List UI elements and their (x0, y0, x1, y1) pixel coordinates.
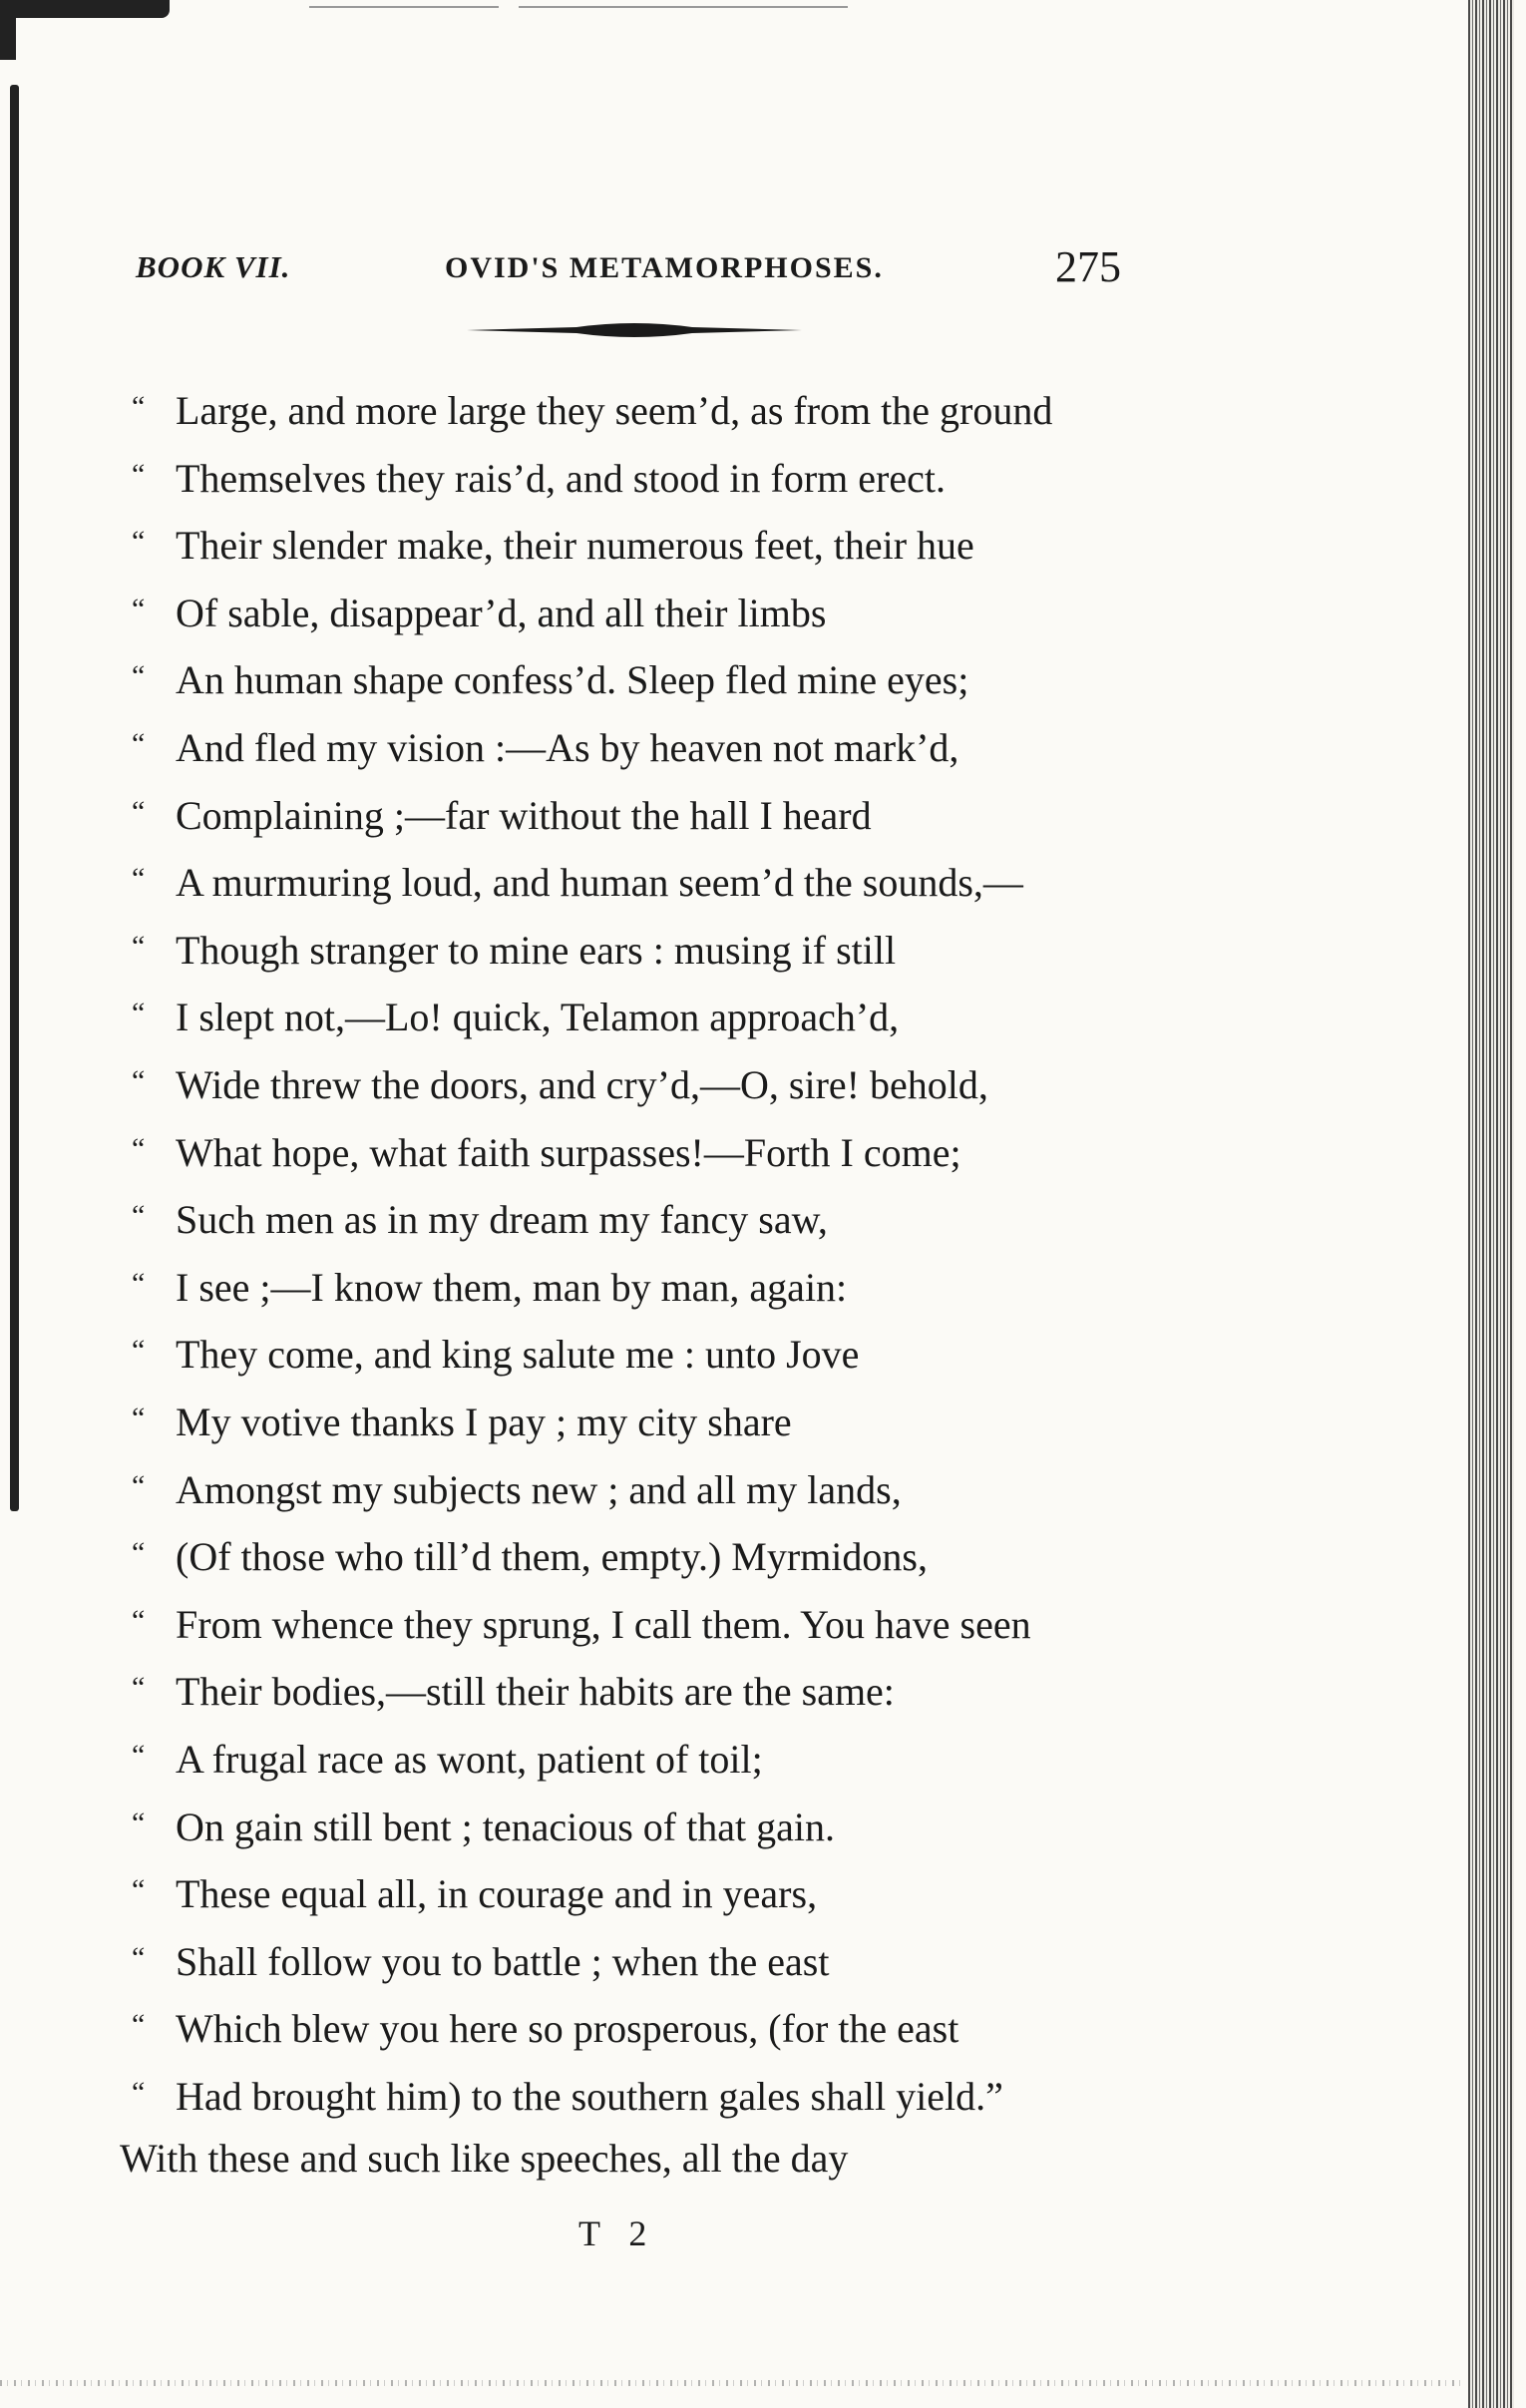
verse-line (132, 2006, 959, 2051)
quote-mark: “ (132, 1941, 146, 1974)
page-number: 275 (1055, 242, 1121, 291)
quote-mark: “ (132, 1739, 146, 1772)
verse-line (132, 1062, 988, 1107)
verse-line (132, 523, 974, 568)
quote-mark: “ (132, 862, 146, 895)
quote-mark: “ (132, 727, 146, 760)
quote-mark: “ (132, 795, 146, 828)
quote-mark: “ (132, 458, 146, 491)
quote-mark: “ (132, 1064, 146, 1097)
verse-line-text: Which blew you here so prosperous, (for the east (176, 2006, 959, 2051)
header-book: BOOK VII. (136, 249, 291, 284)
verse-line-text: My votive thanks I pay ; my city share (176, 1400, 792, 1444)
verse-line-text: They come, and king salute me : unto Jove (176, 1332, 860, 1377)
verse-line-text: Large, and more large they seem’d, as from the ground (176, 388, 1053, 433)
quote-mark: “ (132, 1267, 146, 1300)
verse-line (132, 1669, 895, 1714)
verse-line-text: (Of those who till’d them, empty.) Myrmidons, (176, 1534, 928, 1579)
header-title: OVID'S METAMORPHOSES. (445, 251, 884, 284)
verse-line (132, 1871, 818, 1916)
verse-line-text: And fled my vision :—As by heaven not mark’d, (176, 725, 959, 770)
verse-line (132, 456, 946, 501)
header-ornament-rule (467, 319, 802, 341)
verse-line (132, 1197, 828, 1242)
quote-mark: “ (132, 1334, 146, 1367)
verse-line-text: Such men as in my dream my fancy saw, (176, 1197, 828, 1242)
quote-mark: “ (132, 1536, 146, 1569)
verse-line-text: I see ;—I know them, man by man, again: (176, 1265, 848, 1310)
quote-mark: “ (132, 930, 146, 963)
scan-corner-mark-drop (0, 0, 16, 60)
verse-line-text: These equal all, in courage and in years, (176, 1871, 818, 1916)
verse-line-text: Had brought him) to the southern gales shall yield.” (176, 2074, 1003, 2119)
quote-mark: “ (132, 2008, 146, 2041)
verse-line-text: Though stranger to mine ears : musing if still (176, 928, 897, 973)
verse-line-text: I slept not,—Lo! quick, Telamon approach’d, (176, 995, 900, 1039)
verse-line (132, 591, 827, 635)
verse-final-line: With these and such like speeches, all the day (120, 2136, 849, 2181)
book-binding-edge (1468, 0, 1514, 2408)
verse-line (132, 1939, 830, 1984)
verse-line (132, 657, 969, 702)
scan-top-rule (309, 6, 499, 8)
quote-mark: “ (132, 1469, 146, 1502)
verse-line-text: On gain still bent ; tenacious of that gain. (176, 1805, 835, 1849)
verse-line (132, 1737, 763, 1782)
verse-line-text: What hope, what faith surpasses!—Forth I come; (176, 1130, 961, 1175)
scan-bottom-noise (0, 2380, 1466, 2386)
signature-mark: T 2 (578, 2213, 657, 2253)
verse-line (132, 1602, 1031, 1647)
verse-line (132, 1130, 961, 1175)
verse-line (132, 1400, 792, 1444)
verse-line-text: An human shape confess’d. Sleep fled mine eyes; (176, 657, 969, 702)
verse-line (132, 860, 1023, 905)
quote-mark: “ (132, 593, 146, 625)
quote-mark: “ (132, 2076, 146, 2109)
verse-line (132, 388, 1053, 433)
quote-mark: “ (132, 1199, 146, 1232)
scan-left-edge (10, 85, 19, 1511)
verse-line-text: Shall follow you to battle ; when the east (176, 1939, 830, 1984)
verse-line (132, 793, 872, 838)
quote-mark: “ (132, 659, 146, 692)
quote-mark: “ (132, 525, 146, 558)
verse-line (132, 1534, 928, 1579)
verse-line-text: Amongst my subjects new ; and all my lands, (176, 1467, 902, 1512)
quote-mark: “ (132, 1402, 146, 1434)
verse-line-text: Their bodies,—still their habits are the same: (176, 1669, 895, 1714)
verse-line (132, 1332, 860, 1377)
verse-line-text: From whence they sprung, I call them. You have seen (176, 1602, 1031, 1647)
quote-mark: “ (132, 1806, 146, 1839)
quote-mark: “ (132, 1671, 146, 1704)
quote-mark: “ (132, 1604, 146, 1637)
verse-line (132, 1265, 848, 1310)
verse-line-text: Complaining ;—far without the hall I heard (176, 793, 872, 838)
quote-mark: “ (132, 1873, 146, 1906)
verse-line (132, 1467, 902, 1512)
verse-line-text: Of sable, disappear’d, and all their limbs (176, 591, 827, 635)
verse-line (132, 725, 959, 770)
verse-line-text: Their slender make, their numerous feet, their hue (176, 523, 974, 568)
verse-line (132, 1807, 835, 1847)
quote-mark: “ (132, 1132, 146, 1165)
scan-top-rule (519, 6, 848, 8)
verse-line (132, 928, 897, 973)
quote-mark: “ (132, 390, 146, 423)
verse-line-text: A murmuring loud, and human seem’d the sounds,— (176, 860, 1023, 905)
scan-corner-mark (0, 0, 170, 18)
verse-line (132, 2074, 1003, 2119)
quote-mark: “ (132, 997, 146, 1029)
verse-line-text: Themselves they rais’d, and stood in form erect. (176, 456, 946, 501)
running-header (136, 242, 1133, 299)
verse-line (132, 995, 900, 1039)
verse-line-text: Wide threw the doors, and cry’d,—O, sire! behold, (176, 1062, 988, 1107)
verse-line-text: A frugal race as wont, patient of toil; (176, 1737, 763, 1782)
